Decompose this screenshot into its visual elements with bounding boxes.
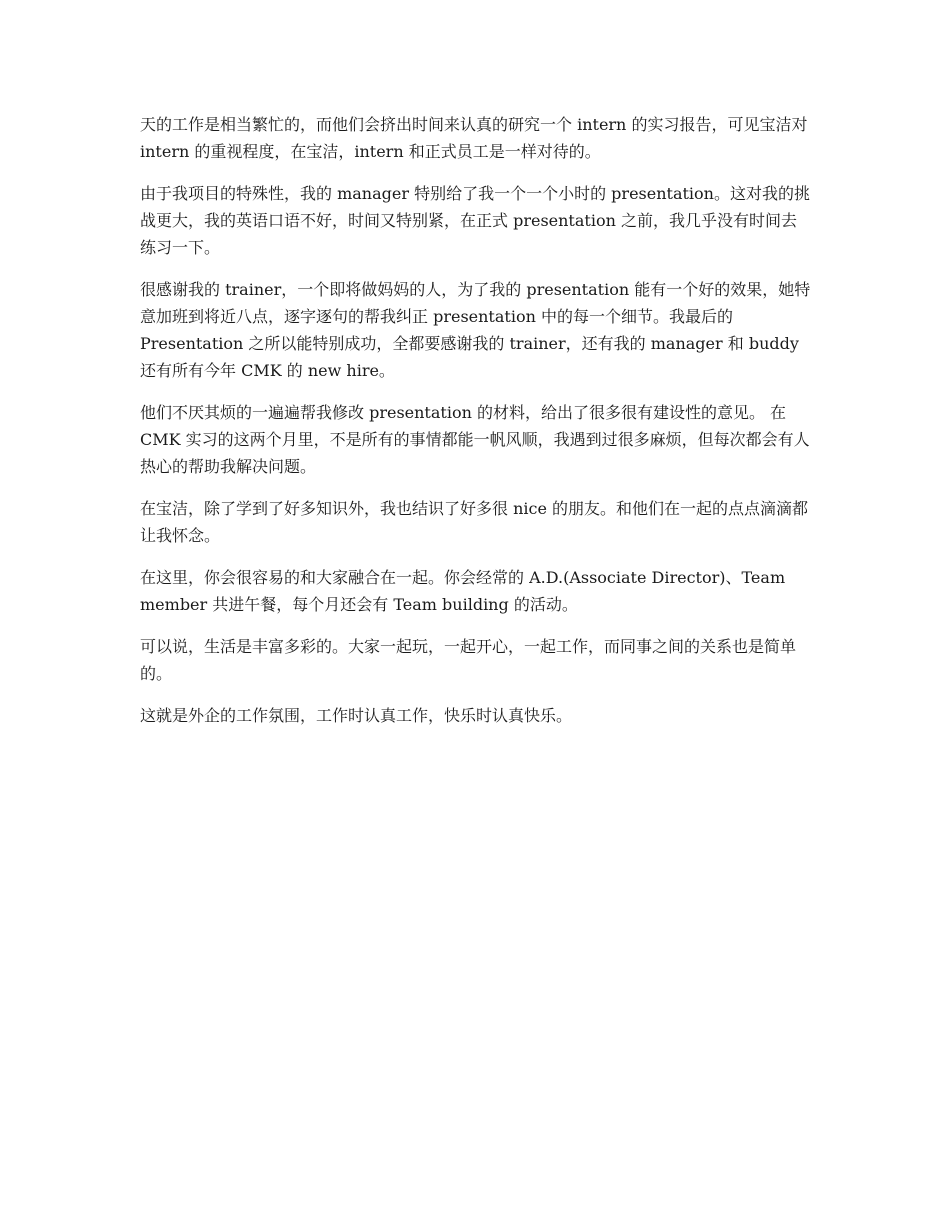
paragraph: 由于我项目的特殊性，我的 manager 特别给了我一个一个小时的 presentation。这对我的挑战更大，我的英语口语不好，时间又特别紧，在正式 presentation 之前，我几乎没有时间去练习一下。	[140, 184, 810, 257]
paragraph: 在这里，你会很容易的和大家融合在一起。你会经常的 A.D.(Associate Director)、Team member 共进午餐，每个月还会有 Team building 的活动。	[140, 568, 786, 614]
paragraph: 他们不厌其烦的一遍遍帮我修改 presentation 的材料，给出了很多很有建设性的意见。 在 CMK 实习的这两个月里，不是所有的事情都能一帆风顺，我遇到过很多麻烦，但每次都会有人热心的帮助我解决问题。	[140, 403, 810, 476]
paragraph: 在宝洁，除了学到了好多知识外，我也结识了好多很 nice 的朋友。和他们在一起的点点滴滴都让我怀念。	[140, 499, 809, 545]
paragraph: 可以说，生活是丰富多彩的。大家一起玩，一起开心，一起工作，而同事之间的关系也是简单的。	[140, 637, 797, 683]
paragraph: 天的工作是相当繁忙的，而他们会挤出时间来认真的研究一个 intern 的实习报告，可见宝洁对 intern 的重视程度，在宝洁，intern 和正式员工是一样对待的。	[140, 115, 808, 161]
document-body	[140, 111, 812, 744]
paragraph: 很感谢我的 trainer，一个即将做妈妈的人，为了我的 presentation 能有一个好的效果，她特意加班到将近八点，逐字逐句的帮我纠正 presentation 中的每一个细节。我最后的 Presentation 之所以能特别成功，全都要感谢我的 trainer，还有我的 manager 和 buddy 还有所有今年 CMK 的 new hire。	[140, 280, 811, 380]
paragraph: 这就是外企的工作氛围，工作时认真工作，快乐时认真快乐。	[140, 706, 573, 725]
